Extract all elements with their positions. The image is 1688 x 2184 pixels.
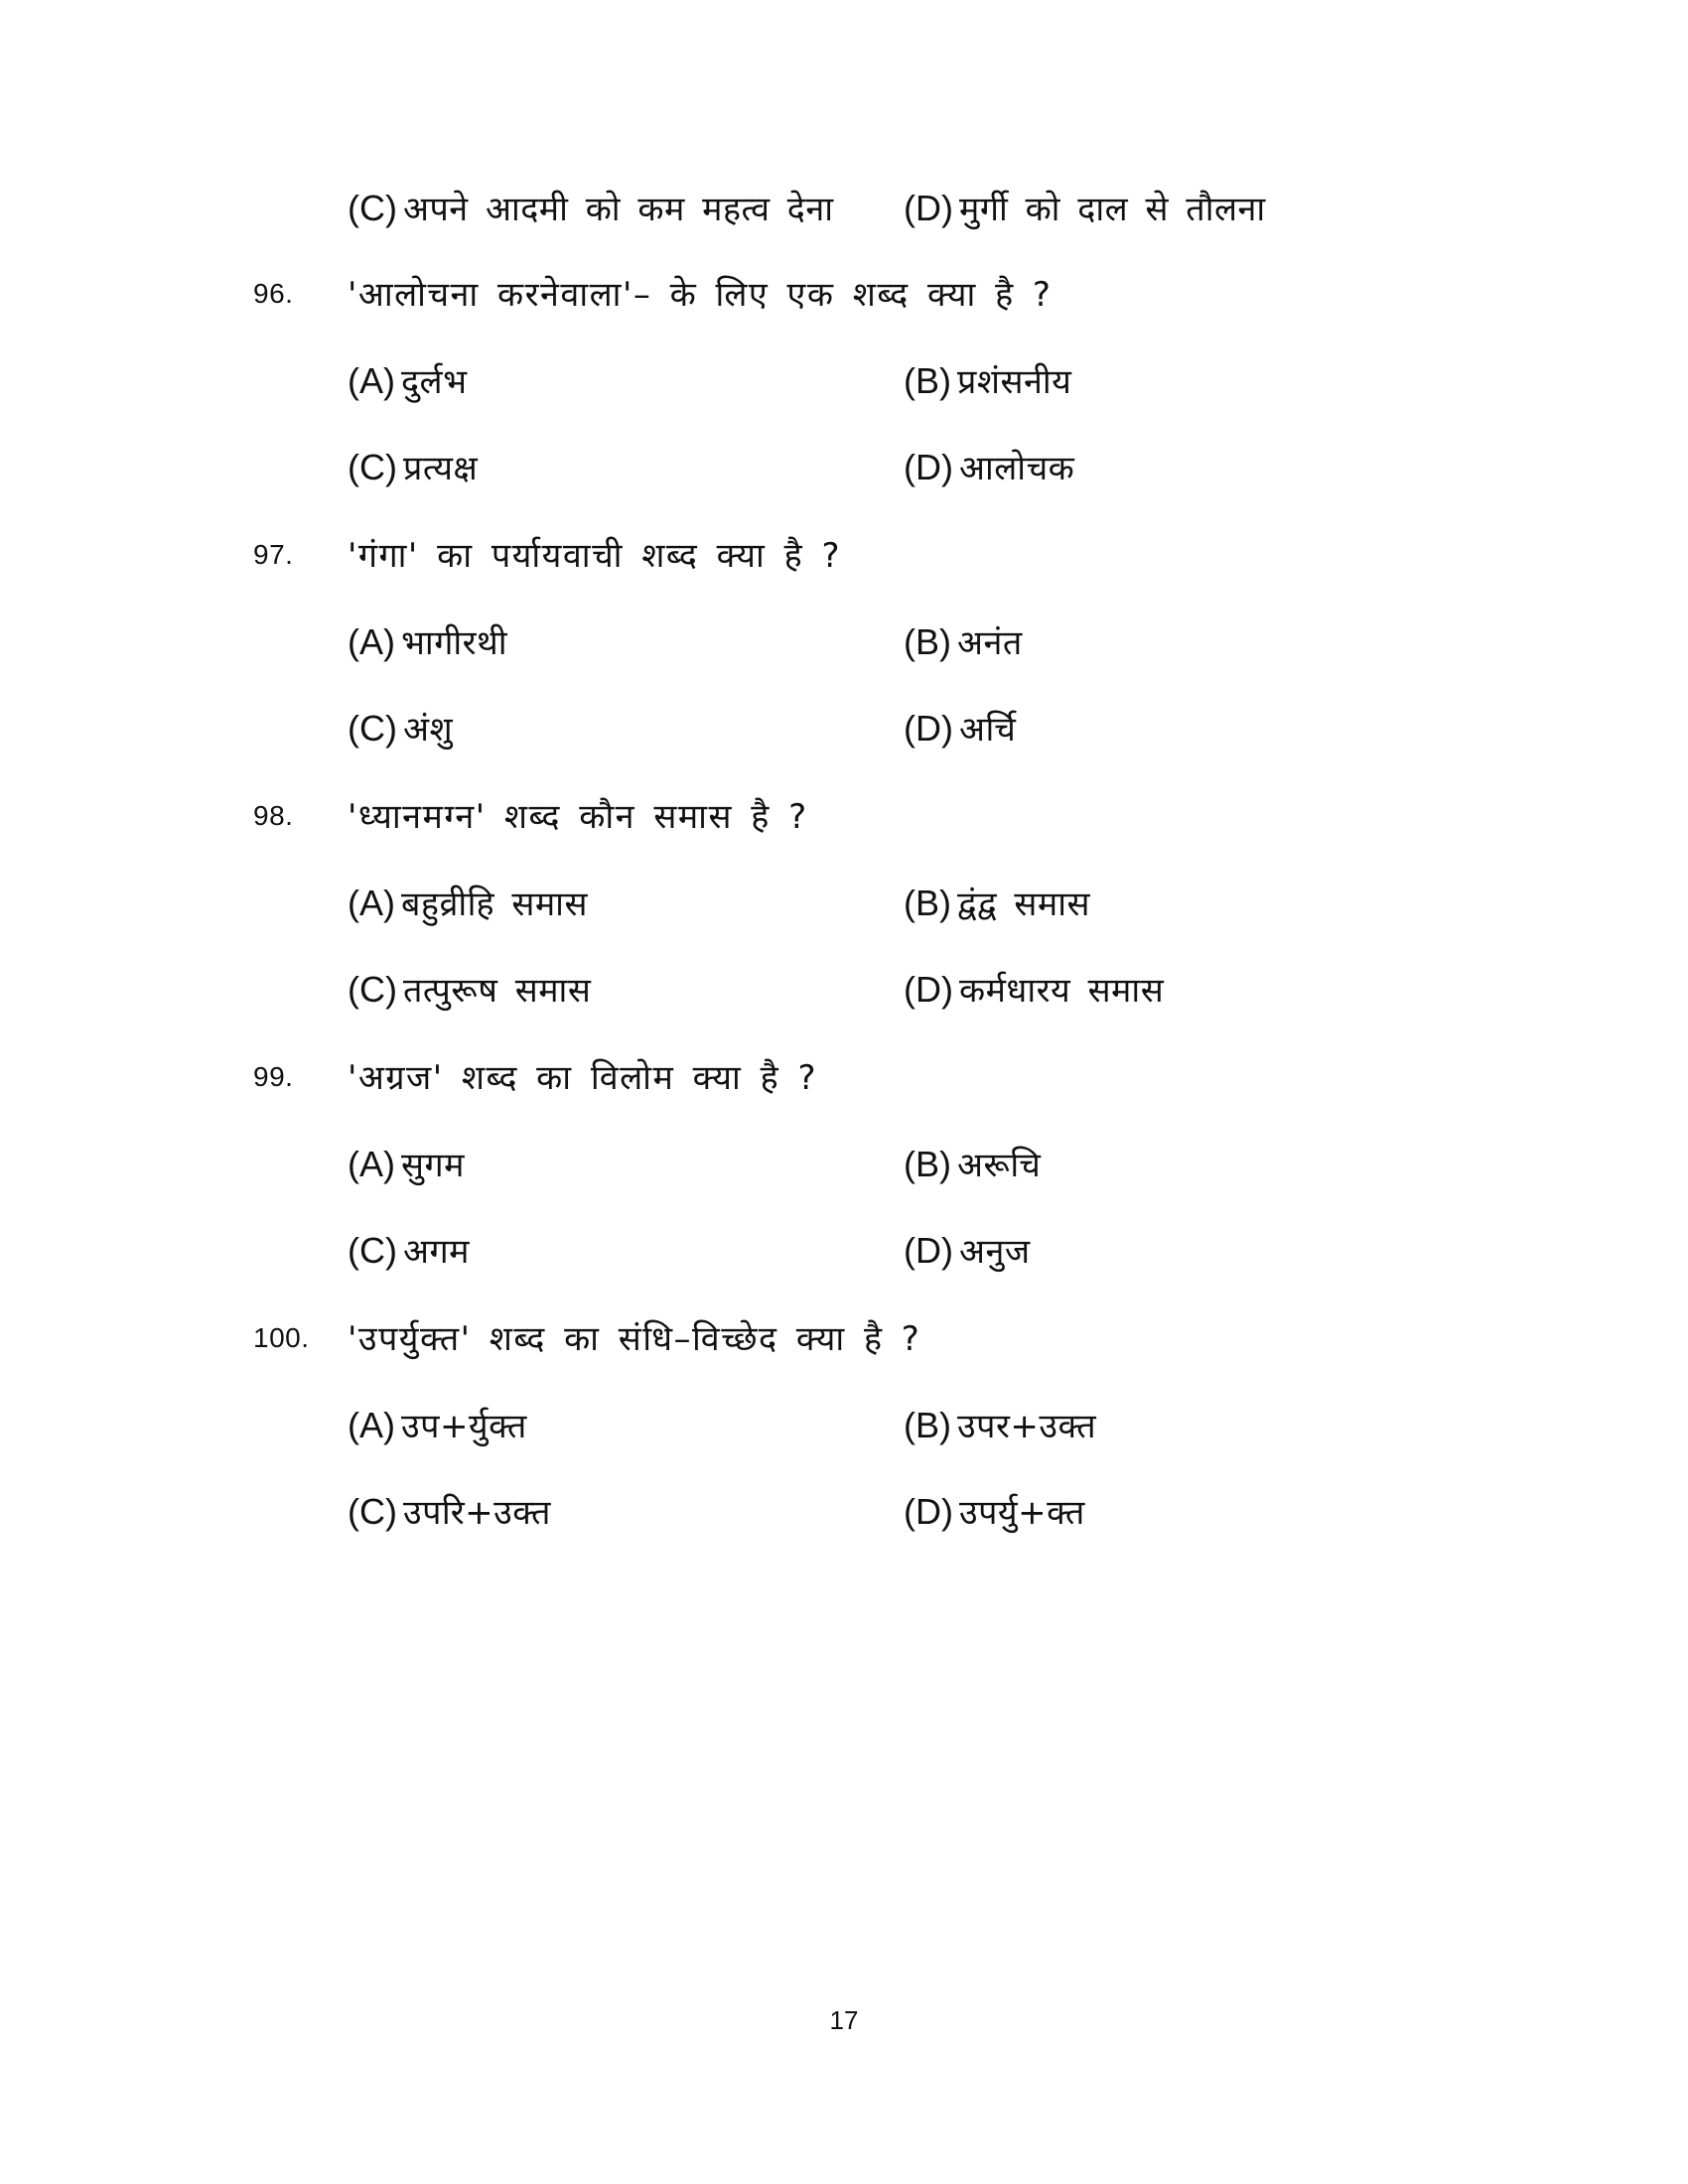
option-label: (B): [904, 883, 951, 923]
option-text: कर्मधारय समास: [958, 971, 1165, 1011]
question-number: 98.: [253, 800, 294, 831]
option-text: अगम: [402, 1232, 470, 1272]
question-number: 99.: [253, 1061, 294, 1092]
options-row: [0, 618, 1688, 678]
question-96: [0, 270, 1688, 330]
option-label: (D): [904, 1491, 953, 1532]
option-label: (B): [904, 360, 951, 401]
question-99: [0, 1053, 1688, 1113]
option-b: [904, 1402, 1096, 1447]
option-text: तत्पुरूष समास: [402, 971, 592, 1011]
option-text: दुर्लभ: [401, 362, 468, 402]
option-text: द्वंद्व समास: [957, 885, 1091, 924]
option-a: [348, 618, 507, 664]
question-98: [0, 792, 1688, 852]
option-text: प्रत्यक्ष: [402, 449, 479, 488]
option-text: अंशु: [402, 710, 454, 750]
option-text: उपर्यु+क्त: [958, 1493, 1085, 1533]
option-label: (A): [348, 621, 395, 662]
option-c: [348, 1227, 470, 1273]
option-b: [904, 357, 1071, 403]
option-text: अर्चि: [958, 710, 1017, 750]
option-d: [904, 1227, 1031, 1273]
option-text: अनुज: [958, 1232, 1031, 1272]
question-text: 'ध्यानमग्न' शब्द कौन समास है ?: [348, 797, 808, 837]
option-b: [904, 880, 1090, 925]
question-text: 'अग्रज' शब्द का विलोम क्या है ?: [348, 1058, 818, 1098]
option-label: (D): [904, 447, 953, 487]
option-d: [904, 705, 1016, 751]
option-d: [904, 444, 1074, 489]
options-row: [0, 1227, 1688, 1287]
option-text: आलोचक: [958, 449, 1075, 488]
question-number: 96.: [253, 278, 294, 309]
option-label: (C): [348, 1491, 397, 1532]
option-label: (B): [904, 621, 951, 662]
option-d: [904, 185, 1266, 230]
option-a: [348, 1402, 527, 1447]
option-d: [904, 1488, 1085, 1534]
option-a: [348, 1141, 465, 1186]
option-c: [348, 705, 453, 751]
options-row: [0, 357, 1688, 417]
options-row: [0, 880, 1688, 939]
option-text: उपरि+उक्त: [402, 1493, 551, 1533]
option-label: (D): [904, 188, 953, 228]
carryover-options-row: [0, 185, 1688, 244]
options-row: [0, 1488, 1688, 1548]
question-number: 100.: [253, 1322, 310, 1353]
options-row: [0, 966, 1688, 1025]
option-label: (D): [904, 969, 953, 1010]
options-row: [0, 444, 1688, 503]
option-text: प्रशंसनीय: [957, 362, 1072, 402]
question-text: 'गंगा' का पर्यायवाची शब्द क्या है ?: [348, 536, 842, 576]
option-c: [348, 444, 478, 489]
option-text: बहुव्रीहि समास: [401, 885, 588, 924]
option-a: [348, 880, 588, 925]
option-text: अपने आदमी को कम महत्व देना: [402, 190, 834, 229]
option-label: (D): [904, 1230, 953, 1271]
option-c: [348, 185, 834, 230]
question-text: 'उपर्युक्त' शब्द का संधि–विच्छेद क्या है ?: [348, 1319, 921, 1359]
option-label: (C): [348, 1230, 397, 1271]
option-label: (A): [348, 883, 395, 923]
option-text: सुगम: [401, 1146, 465, 1185]
option-label: (A): [348, 1405, 395, 1445]
option-a: [348, 357, 468, 403]
option-text: मुर्गी को दाल से तौलना: [958, 190, 1266, 229]
option-b: [904, 1141, 1041, 1186]
option-text: भागीरथी: [401, 623, 508, 663]
option-b: [904, 618, 1023, 664]
question-number: 97.: [253, 539, 294, 570]
option-d: [904, 966, 1164, 1012]
option-c: [348, 1488, 551, 1534]
option-c: [348, 966, 591, 1012]
option-label: (B): [904, 1144, 951, 1184]
option-text: उप+र्युक्त: [401, 1407, 527, 1446]
options-row: [0, 1141, 1688, 1200]
page-number: 17: [829, 2005, 859, 2035]
question-text: 'आलोचना करनेवाला'– के लिए एक शब्द क्या है ?: [348, 275, 1053, 315]
options-row: [0, 1402, 1688, 1461]
option-label: (C): [348, 969, 397, 1010]
option-label: (C): [348, 188, 397, 228]
option-label: (D): [904, 708, 953, 749]
question-100: [0, 1314, 1688, 1374]
option-label: (A): [348, 1144, 395, 1184]
option-label: (C): [348, 447, 397, 487]
option-text: अरूचि: [957, 1146, 1042, 1185]
option-label: (B): [904, 1405, 951, 1445]
question-97: [0, 531, 1688, 591]
option-text: उपर+उक्त: [957, 1407, 1097, 1446]
option-label: (A): [348, 360, 395, 401]
options-row: [0, 705, 1688, 764]
option-label: (C): [348, 708, 397, 749]
option-text: अनंत: [957, 623, 1023, 663]
